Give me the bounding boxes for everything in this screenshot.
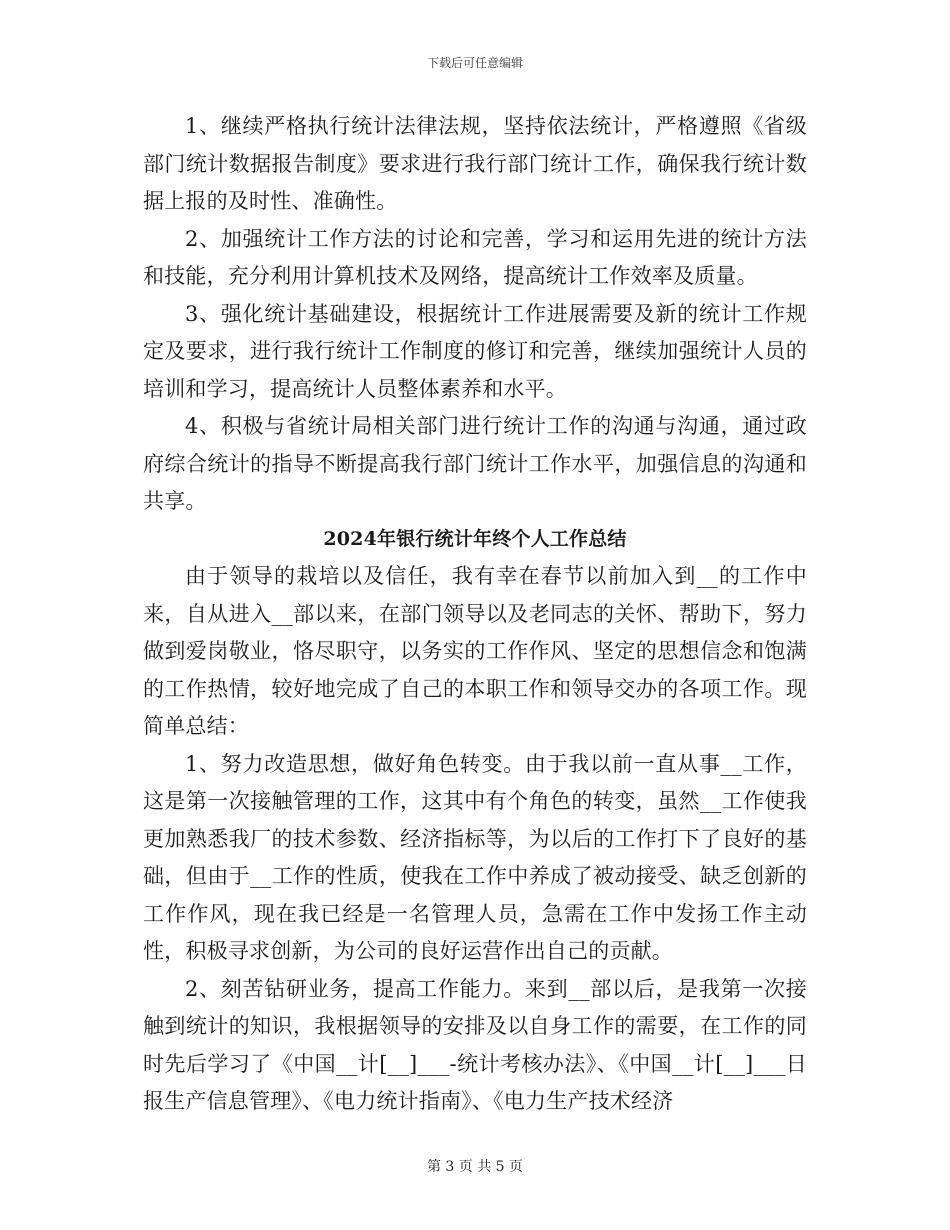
page-header: 下载后可任意编辑 — [426, 56, 523, 70]
paragraph: 由于领导的栽培以及信任，我有幸在春节以前加入到__的工作中来，自从进入__部以来，在部门领导以及老同志的关怀、帮助下，努力做到爱岗敬业，恪尽职守，以务实的工作作风、坚定的思想信念和饱满的工作热情，较好地完成了自己的本职工作和领导交办的各项工作。现简单总结： — [143, 564, 807, 738]
paragraph: 3、强化统计基础建设，根据统计工作进展需要及新的统计工作规定及要求，进行我行统计工作制度的修订和完善，继续加强统计人员的培训和学习，提高统计人员整体素养和水平。 — [143, 301, 807, 401]
paragraph: 2、刻苦钻研业务，提高工作能力。来到__部以后，是我第一次接触到统计的知识，我根据领导的安排及以自身工作的需要，在工作的同时先后学习了《中国__计[__]___-统计考核办法》、《中国__计[__]___日报生产信息管理》、《电力统计指南》、《电力生产技术经济 — [143, 976, 807, 1113]
page-footer: 第 3 页 共 5 页 — [426, 1159, 524, 1175]
paragraph: 1、继续严格执行统计法律法规，坚持依法统计，严格遵照《省级部门统计数据报告制度》要求进行我行部门统计工作，确保我行统计数据上报的及时性、准确性。 — [143, 114, 807, 213]
document-body — [143, 108, 807, 1121]
section-title: 2024年银行统计年终个人工作总结 — [323, 527, 627, 550]
paragraph: 1、努力改造思想，做好角色转变。由于我以前一直从事__工作，这是第一次接触管理的工作，这其中有个角色的转变，虽然__工作使我更加熟悉我厂的技术参数、经济指标等，为以后的工作打下了良好的基础，但由于__工作的性质，使我在工作中养成了被动接受、缺乏创新的工作作风，现在我已经是一名管理人员，急需在工作中发扬工作主动性，积极寻求创新，为公司的良好运营作出自己的贡献。 — [143, 751, 807, 963]
paragraph: 2、加强统计工作方法的讨论和完善，学习和运用先进的统计方法和技能，充分利用计算机技术及网络，提高统计工作效率及质量。 — [143, 226, 807, 288]
paragraph: 4、积极与省统计局相关部门进行统计工作的沟通与沟通，通过政府综合统计的指导不断提高我行部门统计工作水平，加强信息的沟通和共享。 — [143, 414, 807, 513]
